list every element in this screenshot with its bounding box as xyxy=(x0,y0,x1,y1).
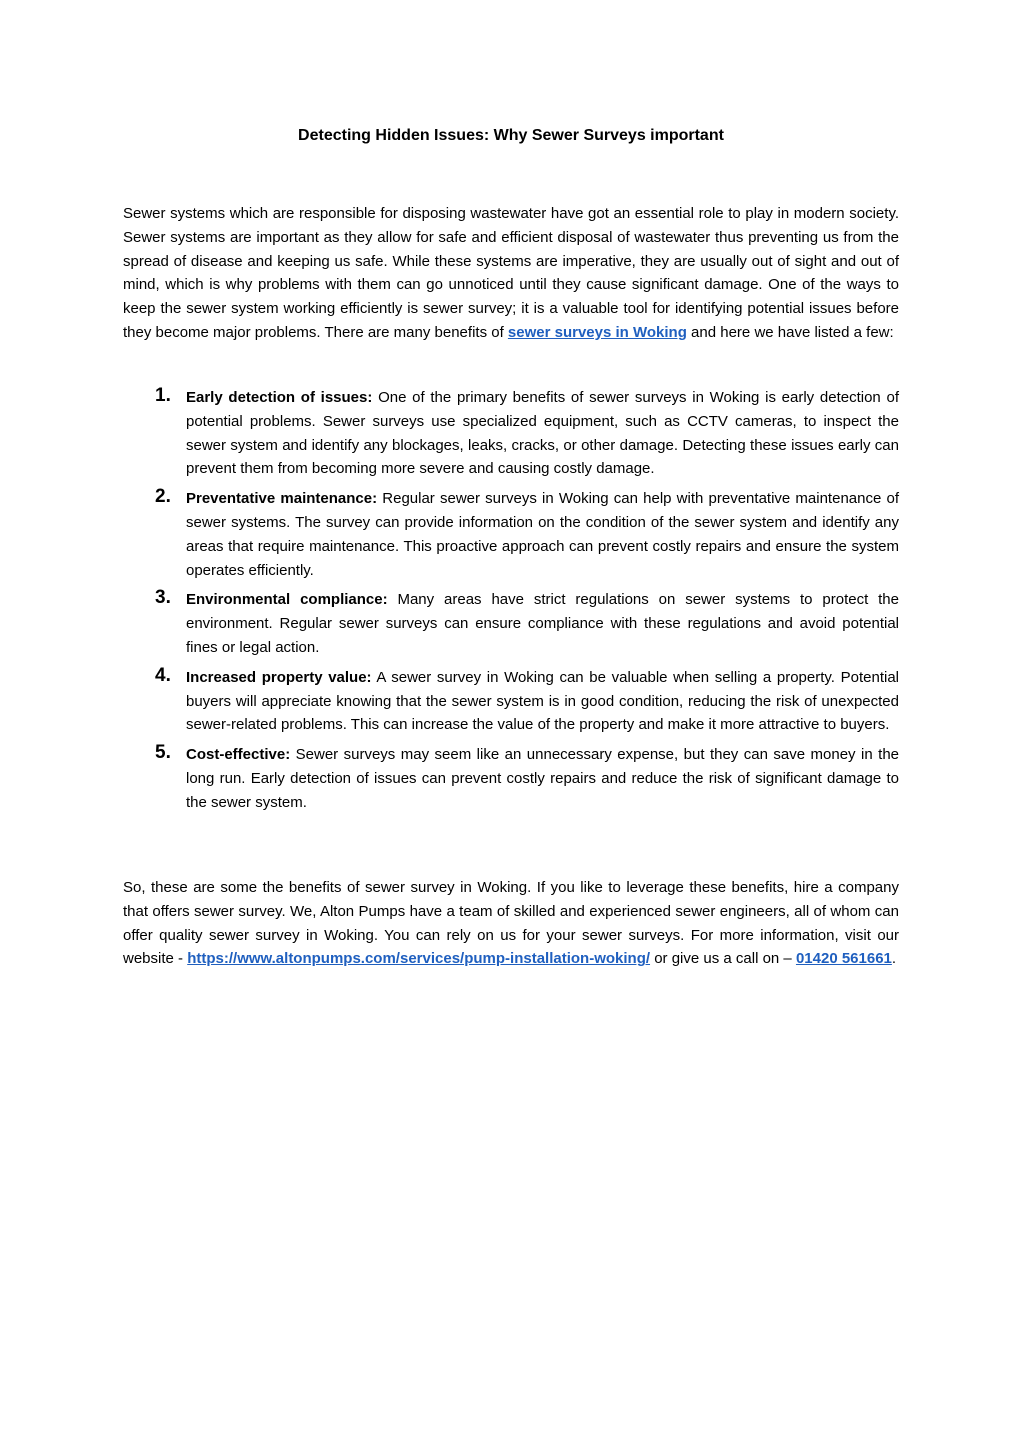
intro-text-end: and here we have listed a few: xyxy=(686,323,894,341)
phone-link[interactable]: 01420 561661 xyxy=(795,950,892,968)
list-item-number: 4. xyxy=(155,664,171,686)
list-item-text xyxy=(186,487,899,582)
list-item-heading: Environmental compliance: xyxy=(186,591,388,609)
list-item-heading: Cost-effective: xyxy=(186,746,291,764)
closing-text-end: . xyxy=(891,950,897,968)
closing-paragraph xyxy=(123,876,899,971)
list-item-number: 2. xyxy=(155,486,171,508)
list-item-body: Sewer surveys may seem like an unnecessary expense, but they can save money in the long run. Early detection of issues can prevent costly repairs and reduce the risk of significant damage to the sewer system. xyxy=(186,746,899,811)
list-item-text xyxy=(186,588,899,659)
document-title: Detecting Hidden Issues: Why Sewer Surveys important xyxy=(298,127,724,144)
list-item-number: 1. xyxy=(155,385,171,406)
list-item-body: Regular sewer surveys in Woking can help with preventative maintenance of sewer systems. The survey can provide information on the condition of the sewer system and identify any areas that require maintenance. This proactive approach can prevent costly repairs and ensure the system operates efficiently. xyxy=(186,490,899,579)
list-item-body: Many areas have strict regulations on sewer systems to protect the environment. Regular sewer surveys can ensure compliance with these regulations and avoid potential fines or legal action. xyxy=(186,591,899,656)
closing-text: So, these are some the benefits of sewer survey in Woking. If you like to leverage these benefits, hire a company that offers sewer survey. We, Alton Pumps have a team of skilled and experienced sewer engineers, all of whom can offer quality sewer survey in Woking. You can rely on us for your sewer surveys. For more information, visit our website - xyxy=(123,879,899,968)
list-item-number: 3. xyxy=(155,587,171,609)
intro-paragraph xyxy=(123,202,899,345)
website-link[interactable]: https://www.altonpumps.com/services/pump-installation-woking/ xyxy=(187,950,651,968)
list-item-text xyxy=(186,666,899,737)
list-item-heading: Preventative maintenance: xyxy=(186,490,378,508)
list-item-body: One of the primary benefits of sewer surveys in Woking is early detection of potential problems. Sewer surveys use specialized equipment, such as CCTV cameras, to inspect the sewer system and identify any blockages, leaks, cracks, or other damage. Detecting these issues early can prevent them from becoming more severe and causing costly damage. xyxy=(186,389,899,478)
list-item xyxy=(123,666,899,737)
closing-text-middle: or give us a call on – xyxy=(650,950,796,968)
list-item-body: A sewer survey in Woking can be valuable when selling a property. Potential buyers will appreciate knowing that the sewer system is in good condition, reducing the risk of unexpected sewer-related problems. This can increase the value of the property and make it more attractive to buyers. xyxy=(186,668,899,734)
list-item-heading: Early detection of issues: xyxy=(186,389,373,406)
list-item xyxy=(123,487,899,582)
list-item xyxy=(123,588,899,659)
list-item xyxy=(123,743,899,814)
list-item-text xyxy=(186,743,899,814)
list-item xyxy=(123,386,899,481)
sewer-surveys-woking-link[interactable]: sewer surveys in Woking xyxy=(507,323,687,341)
list-item-text xyxy=(186,386,899,481)
list-item-heading: Increased property value: xyxy=(186,668,372,686)
intro-text: Sewer systems which are responsible for disposing wastewater have got an essential role to play in modern society. Sewer systems are important as they allow for safe and efficient disposal of wastewater thus preventing us from the spread of disease and keeping us safe. While these systems are imperative, they are usually out of sight and out of mind, which is why problems with them can go unnoticed until they cause significant damage. One of the ways to keep the sewer system working efficiently is sewer survey; it is a valuable tool for identifying potential issues before they become major problems. There are many benefits of xyxy=(123,205,899,341)
benefits-list xyxy=(123,386,899,821)
list-item-number: 5. xyxy=(155,742,171,764)
